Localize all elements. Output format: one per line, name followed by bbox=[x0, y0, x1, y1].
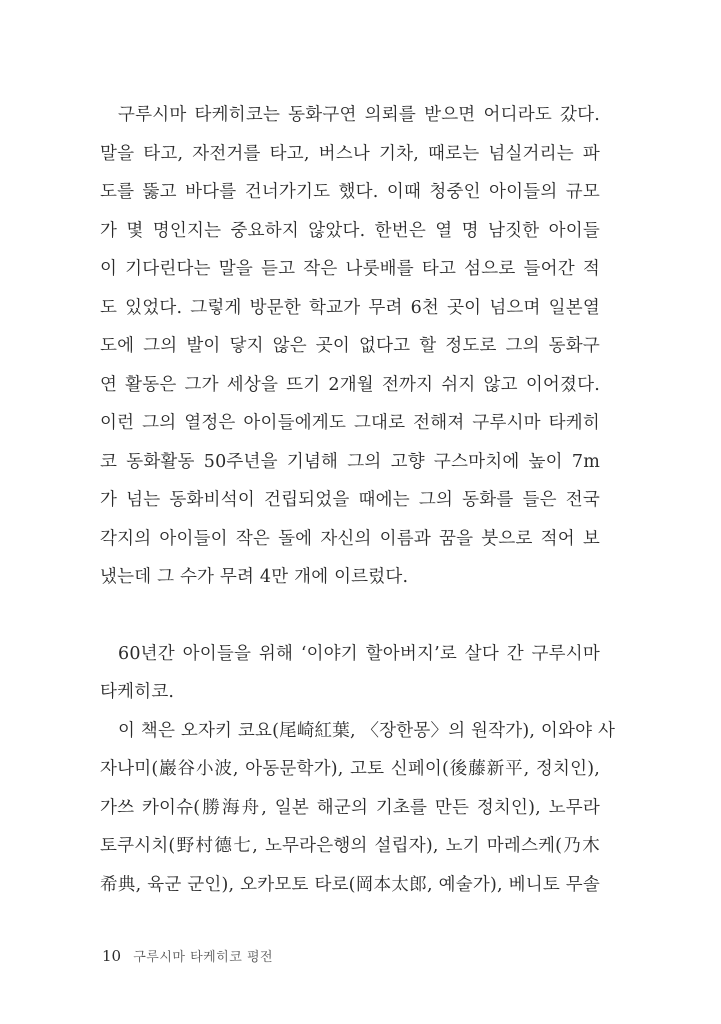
text-line: 자나미(巖谷小波, 아동문학가), 고토 신페이(後藤新平, 정치인), bbox=[100, 759, 600, 779]
running-title: 구루시마 타케히코 평전 bbox=[133, 950, 274, 965]
paragraph-3 bbox=[100, 712, 616, 905]
text-line: 도를 뚫고 바다를 건너가기도 했다. 이때 청중인 아이들의 규모 bbox=[100, 182, 600, 202]
text-line: 연 활동은 그가 세상을 뜨기 2개월 전까지 쉬지 않고 이어졌다. bbox=[100, 374, 600, 395]
text-line: 냈는데 그 수가 무려 4만 개에 이르렀다. bbox=[100, 567, 409, 587]
text-line: 이 책은 오자키 코요(尾崎紅葉, 〈장한몽〉의 원작가), 이와야 사 bbox=[118, 720, 616, 741]
text-line: 토쿠시치(野村德七, 노무라은행의 설립자), 노기 마레스케(乃木 bbox=[100, 836, 600, 856]
text-line: 가 몇 명인지는 중요하지 않았다. 한번은 열 명 남짓한 아이들 bbox=[100, 220, 600, 241]
text-line: 구루시마 타케히코는 동화구연 의뢰를 받으면 어디라도 갔다. bbox=[118, 105, 600, 125]
text-line: 가쓰 카이슈(勝海舟, 일본 해군의 기초를 만든 정치인), 노무라 bbox=[100, 797, 600, 818]
page-body bbox=[100, 96, 616, 904]
text-line: 60년간 아이들을 위해 ‘이야기 할아버지’로 살다 간 구루시마 bbox=[118, 643, 600, 664]
text-line: 타케히코. bbox=[100, 682, 175, 702]
paragraph-2 bbox=[100, 635, 600, 712]
paragraph-1 bbox=[100, 96, 600, 597]
text-line: 가 넘는 동화비석이 건립되었을 때에는 그의 동화를 들은 전국 bbox=[100, 490, 600, 510]
text-line: 이런 그의 열정은 아이들에게도 그대로 전해져 구루시마 타케히 bbox=[100, 413, 600, 433]
text-line: 말을 타고, 자전거를 타고, 버스나 기차, 때로는 넘실거리는 파 bbox=[100, 143, 600, 164]
text-line: 希典, 육군 군인), 오카모토 타로(岡本太郎, 예술가), 베니토 무솔 bbox=[100, 874, 600, 895]
text-line: 도 있었다. 그렇게 방문한 학교가 무려 6천 곳이 넘으며 일본열 bbox=[100, 297, 600, 318]
page-number: 10 bbox=[102, 947, 122, 965]
text-line: 이 기다린다는 말을 듣고 작은 나룻배를 타고 섬으로 들어간 적 bbox=[100, 259, 600, 279]
paragraph-gap bbox=[100, 597, 600, 635]
text-line: 코 동화활동 50주년을 기념해 그의 고향 구스마치에 높이 7m bbox=[100, 451, 600, 472]
page-footer bbox=[102, 946, 273, 965]
text-line: 각지의 아이들이 작은 돌에 자신의 이름과 꿈을 붓으로 적어 보 bbox=[100, 528, 600, 549]
text-line: 도에 그의 발이 닿지 않은 곳이 없다고 할 정도로 그의 동화구 bbox=[100, 336, 600, 356]
